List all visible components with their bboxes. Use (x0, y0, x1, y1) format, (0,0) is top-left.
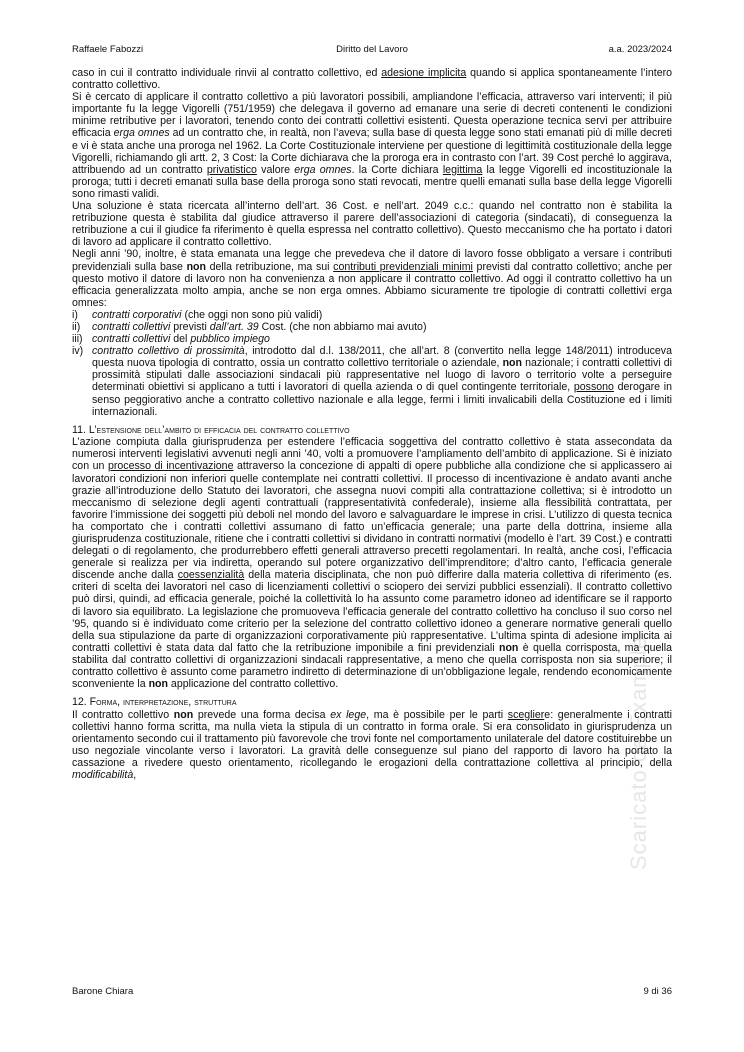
page-header (72, 44, 672, 58)
paragraph: Negli anni ’90, inoltre, è stata emanata una legge che prevedeva che il datore di lavoro fosse obbligato a versare i contributi previdenziali sulla base non della retribuzione, ma sui contributi previdenziali minimi previsti dal contratto collettivo; anche per questo motivo il datore di lavoro non ha convenienza a non applicare il contratto collettivo. Ad oggi il contratto collettivo ha un efficacia generalizzata molto ampia, anche se non erga omnes. Abbiamo sicuramente tre tipologie di contratti collettivi erga omnes: (72, 248, 672, 309)
paragraph: Una soluzione è stata ricercata all’interno dell’art. 36 Cost. e nell’art. 2049 c.c.: quando nel contratto non è stabilita la retribuzione questa è stabilita dal giudice attraverso il parere dell’associazioni di categoria (sindacati), di conseguenza la retribuzione a cui il giudice fa riferimento è quella espressa nel contratto collettivo). Questo meccanismo che ha portato i datori di lavoro ad applicare il contratto collettivo. (72, 200, 672, 249)
header-year: a.a. 2023/2024 (608, 44, 672, 55)
page-footer (72, 986, 672, 1000)
list-item: iii) contratti collettivi del pubblico impiego (72, 333, 270, 346)
list-item: i) contratti corporativi (che oggi non sono più validi) (72, 308, 323, 321)
paragraph: Si è cercato di applicare il contratto collettivo a più lavoratori possibili, ampliandone l’efficacia, attraverso vari interventi; il più importante fu la legge Vigorelli (751/1959) che delegava il governo ad emanare una serie di decreti contenenti le condizioni minime retributive per i lavoratori, tenendo conto dei contratti collettivi esistenti. Questa operazione tecnica servì per attribuire efficacia erga omnes ad un contratto che, in realtà, non l’aveva; sulla base di questa legge sono stati emanati più di mille decreti e vi è stata anche una proroga nel 1962. La Corte Costituzionale interviene per questione di legittimità costituzionale della legge Vigorelli, richiamando gli artt. 2, 3 Cost: la Corte dichiarava che la proroga era in contrasto con l’art. 39 Cost perché lo aggirava, attribuendo ad un contratto privatistico valore erga omnes. la Corte dichiara legittima la legge Vigorelli ed incostituzionale la proroga; tutti i decreti emanati sulla base della proroga sono stati revocati, mentre quelli emanati sulla base della legge Vigorelli sono rimasti validi. (72, 91, 672, 200)
section-heading-12: 12. Forma, interpretazione, struttura (72, 696, 237, 709)
paragraph: L’azione compiuta dalla giurisprudenza per estendere l’efficacia soggettiva del contratto collettivo è stata assecondata da numerosi interventi legislativi avvenuti negli anni ’40, volti a promuovere l’ampliamento dell’ambito di applicazione. Si è iniziato con un processo di incentivazione attraverso la concezione di appalti di opere pubbliche alla condizione che si applicassero ai lavoratori condizioni non inferiori quelle contemplate nei contratti collettivi. Il processo di incentivazione è andato avanti anche grazie all’introduzione dello Statuto dei lavoratori, che assegna nuovi compiti alla contrattazione collettiva; si è introdotto un meccanismo di selezione degli agenti contrattuali (rappresentatività confederale), insieme alla flessibilità contrattata, per favorire l’immissione dei soggetti più deboli nel mondo del lavoro e salvaguardare le imprese in crisi. L’utilizzo di questa tecnica ha comportato che i contratti collettivi assumano di fatto un’efficacia generale; una parte della dottrina, insieme alla giurisprudenza costituzionale, ritiene che i contratti collettivi si dividano in contratti normativi (modello è l’art. 39 Cost.) e contratti delegati o di regolamento, che produrrebbero effetti generali attraverso precetti regolamentari. In realtà, anche così, l’efficacia generale si realizza per via indiretta, operando sul potere organizzativo dell’imprenditore; d’altro canto, l’efficacia generale discende anche dalla coessenzialità della materia disciplinata, che non può differire dalla materia collettiva di riferimento (es. criteri di scelta dei lavoratori nel caso di licenziamenti collettivi o sciopero dei servizi pubblici essenziali). Il contratto collettivo può dirsi, quindi, ad efficacia generale, poiché la collettività lo ha assunto come parametro idoneo ad identificare se il rapporto di lavoro sia equilibrato. La legislazione che promuoveva l’efficacia generale del contratto collettivo ha concluso il suo corso nel ’95, quando si è individuato come criterio per la selezione del contratto collettivo idoneo a generare normative generali quello della sua stipulazione da parte di organizzazioni corporativamente più rappresentative. L’ultima spinta di adesione implicita ai contratti collettivi è stata data dal fatto che la retribuzione imponibile a fini previdenziali non è quella corrisposta, ma quella stabilita dal contratto collettivi di organizzazioni sindacali rappresentative, a meno che quella corrisposta non sia superiore; il contratto collettivo è assunto come parametro indiretto di determinazione di un’obbligazione legale, rendendo economicamente sconveniente la non applicazione del contratto collettivo. (72, 436, 672, 691)
header-course: Diritto del Lavoro (336, 44, 408, 55)
page-number: 9 di 36 (643, 986, 672, 997)
list-item: iv) contratto collettivo di prossimità, introdotto dal d.l. 138/2011, che all’art. 8 (convertito nella legge 148/2011) introduceva questa nuova tipologia di contratto, ossia un contratto collettivo territoriale o aziendale, non nazionale; i contratti collettivi di prossimità stipulati dalle associazioni sindacali più rappresentative nel luogo di lavoro o territorio volte a perseguire determinati obiettivi si applicano a tutti i lavoratori di quella azienda o di quel contingente territoriale, possono derogare in senso peggiorativo anche a contratto collettivo nazionale e alla legge, fermi i limiti invalicabili della Costituzione ed i limiti internazionali. (72, 345, 672, 418)
paragraph: Il contratto collettivo non prevede una forma decisa ex lege, ma è possibile per le parti scegliere: generalmente i contratti collettivi hanno forma scritta, ma nulla vieta la stipula di un contratto in forma orale. Si era consolidato in giurisprudenza un orientamento secondo cui il trattamento più favorevole che trovi fonte nel comportamento unilaterale del datore costituirebbe un uso negoziale vincolante verso i lavoratori. La gravità delle conseguenze sul piano del rapporto di lavoro ha portato la cassazione a rivedere questo orientamento, ricollegando le erogazioni della contrattazione collettiva al principio, della modificabilità, (72, 708, 672, 782)
contract-types-list (72, 309, 672, 418)
header-author: Raffaele Fabozzi (72, 44, 144, 55)
section-heading-11: 11. L’estensione dell’ambito di efficacia del contratto collettivo (72, 423, 350, 436)
paragraph: caso in cui il contratto individuale rinvii al contratto collettivo, ed adesione implicita quando si applica spontaneamente l’intero contratto collettivo. (72, 67, 673, 92)
list-item: ii) contratti collettivi previsti dall’art. 39 Cost. (che non abbiamo mai avuto) (72, 320, 427, 333)
watermark: Scaricato da Example (626, 636, 651, 870)
document-body (72, 67, 672, 781)
footer-name: Barone Chiara (72, 986, 134, 997)
